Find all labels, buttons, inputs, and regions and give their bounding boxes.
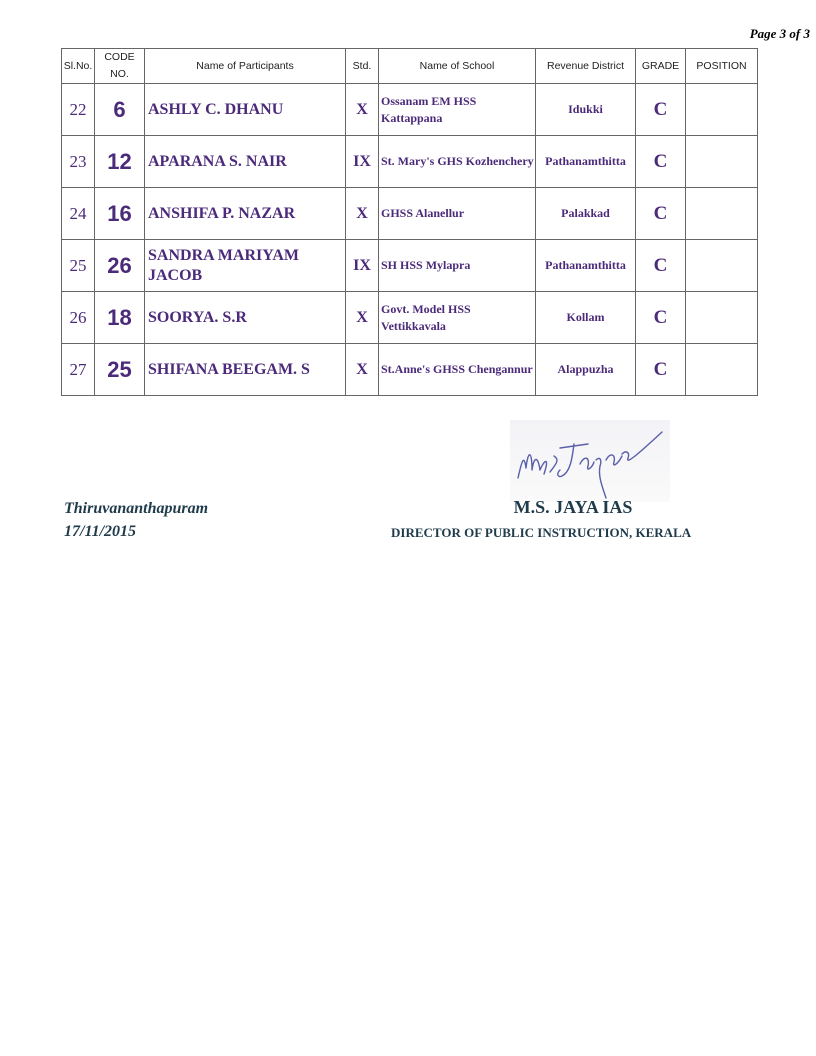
code-cell: 25	[95, 344, 145, 396]
header-sl-no: Sl.No.	[62, 49, 95, 84]
district-cell: Pathanamthitta	[536, 136, 636, 188]
position-cell	[686, 344, 758, 396]
header-revenue-district: Revenue District	[536, 49, 636, 84]
std-cell: X	[346, 344, 379, 396]
header-std: Std.	[346, 49, 379, 84]
school-cell: SH HSS Mylapra	[379, 240, 536, 292]
std-cell: X	[346, 188, 379, 240]
school-cell: St.Anne's GHSS Chengannur	[379, 344, 536, 396]
std-cell: X	[346, 84, 379, 136]
header-participant-name: Name of Participants	[145, 49, 346, 84]
position-cell	[686, 84, 758, 136]
participant-name-cell: ANSHIFA P. NAZAR	[145, 188, 346, 240]
district-cell: Kollam	[536, 292, 636, 344]
results-table	[61, 48, 758, 396]
sl-no-cell: 27	[62, 344, 95, 396]
grade-cell: C	[636, 240, 686, 292]
table-header-row	[62, 49, 758, 84]
grade-cell: C	[636, 84, 686, 136]
participant-name-cell: ASHLY C. DHANU	[145, 84, 346, 136]
page-number: Page 3 of 3	[749, 26, 810, 41]
district-cell: Pathanamthitta	[536, 240, 636, 292]
district-cell: Alappuzha	[536, 344, 636, 396]
grade-cell: C	[636, 292, 686, 344]
position-cell	[686, 188, 758, 240]
header-school: Name of School	[379, 49, 536, 84]
std-cell: IX	[346, 240, 379, 292]
table-row	[62, 240, 758, 292]
sl-no-cell: 25	[62, 240, 95, 292]
position-cell	[686, 240, 758, 292]
participant-name-cell: SANDRA MARIYAM JACOB	[145, 240, 346, 292]
participant-name-cell: SOORYA. S.R	[145, 292, 346, 344]
code-cell: 26	[95, 240, 145, 292]
participant-name-cell: SHIFANA BEEGAM. S	[145, 344, 346, 396]
header-position: POSITION	[686, 49, 758, 84]
sl-no-cell: 26	[62, 292, 95, 344]
grade-cell: C	[636, 188, 686, 240]
signature-icon	[510, 420, 670, 502]
date-label: 17/11/2015	[64, 523, 137, 540]
grade-cell: C	[636, 344, 686, 396]
code-cell: 16	[95, 188, 145, 240]
header-grade: GRADE	[636, 49, 686, 84]
grade-cell: C	[636, 136, 686, 188]
sl-no-cell: 24	[62, 188, 95, 240]
school-cell: Govt. Model HSS Vettikkavala	[379, 292, 536, 344]
table-row	[62, 292, 758, 344]
table-row	[62, 188, 758, 240]
std-cell: IX	[346, 136, 379, 188]
sl-no-cell: 22	[62, 84, 95, 136]
position-cell	[686, 136, 758, 188]
district-cell: Idukki	[536, 84, 636, 136]
sl-no-cell: 23	[62, 136, 95, 188]
signature-image	[510, 420, 670, 502]
school-cell: GHSS Alanellur	[379, 188, 536, 240]
school-cell: St. Mary's GHS Kozhenchery	[379, 136, 536, 188]
school-cell: Ossanam EM HSS Kattappana	[379, 84, 536, 136]
signatory-title: DIRECTOR OF PUBLIC INSTRUCTION, KERALA	[391, 525, 692, 540]
table-row	[62, 344, 758, 396]
code-cell: 6	[95, 84, 145, 136]
code-cell: 18	[95, 292, 145, 344]
place-label: Thiruvananthapuram	[64, 500, 209, 517]
signatory-name: M.S. JAYA IAS	[513, 497, 633, 517]
table-row	[62, 84, 758, 136]
code-cell: 12	[95, 136, 145, 188]
position-cell	[686, 292, 758, 344]
header-code-no: CODE NO.	[95, 49, 145, 84]
table-row	[62, 136, 758, 188]
std-cell: X	[346, 292, 379, 344]
district-cell: Palakkad	[536, 188, 636, 240]
participant-name-cell: APARANA S. NAIR	[145, 136, 346, 188]
